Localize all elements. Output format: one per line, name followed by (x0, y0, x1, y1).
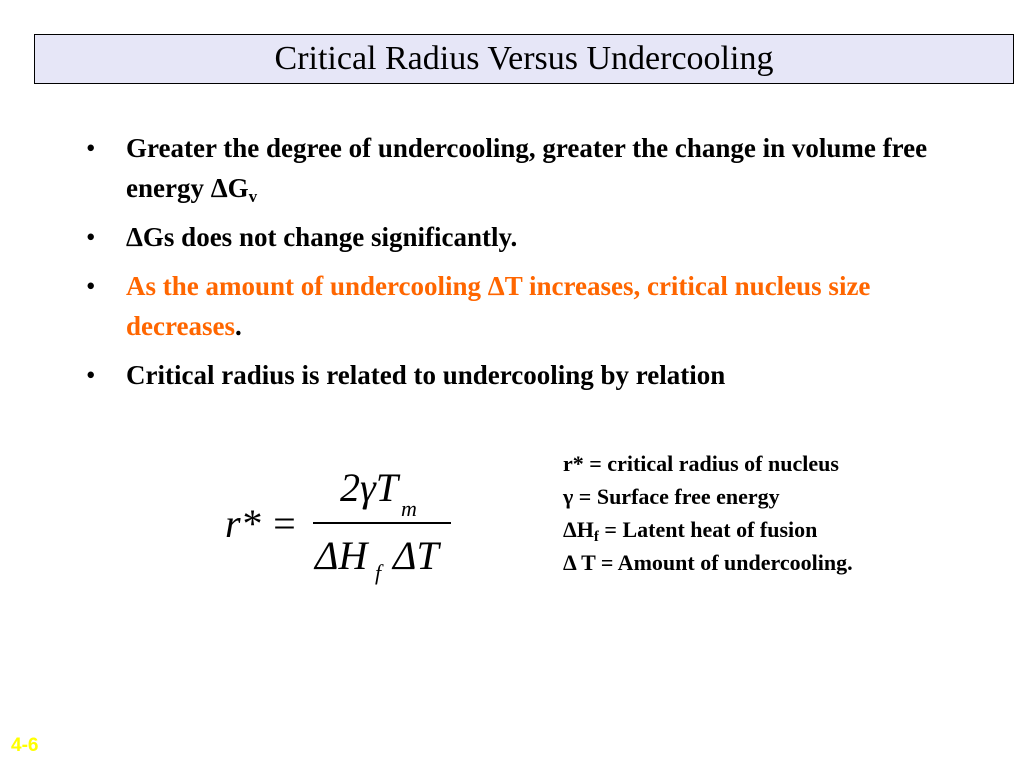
bullet-item-nucleus-size (86, 266, 966, 346)
slide-title: Critical Radius Versus Undercooling (274, 40, 774, 77)
legend-subscript: f (593, 529, 599, 545)
bullet-item-relation (86, 355, 966, 395)
bullet-item-undercooling (86, 128, 966, 208)
formula-legend (563, 447, 1003, 579)
legend-line-undercooling (563, 546, 1003, 579)
legend-line-critical-radius (563, 447, 1003, 480)
formula-numerator-subscript: m (401, 496, 417, 521)
bullet-marker: • (86, 222, 96, 252)
legend-line-latent-heat (563, 513, 1003, 546)
bullet-text: Critical radius is related to undercooling by relation (126, 360, 726, 390)
legend-text: Δ T = Amount of undercooling. (563, 550, 853, 575)
formula-lhs: r* = (225, 501, 298, 546)
formula-denominator-subscript: f (375, 560, 382, 585)
bullet-marker: • (86, 271, 96, 301)
legend-text-suffix: = Latent heat of fusion (598, 517, 818, 542)
bullet-marker: • (86, 360, 96, 390)
legend-text: γ = Surface free energy (563, 484, 780, 509)
formula-numerator: 2γT (340, 465, 399, 510)
bullet-suffix: . (234, 311, 242, 341)
bullet-text-highlighted: As the amount of undercooling ΔT increases, critical nucleus size decreases (126, 271, 871, 341)
title-box (34, 34, 1014, 84)
fraction-bar (313, 522, 451, 524)
bullet-text: ΔGs does not change significantly. (126, 222, 518, 252)
bullet-list (86, 128, 966, 404)
legend-text: ΔH (563, 517, 594, 542)
legend-text: r* = critical radius of nucleus (563, 451, 839, 476)
formula-denominator-left: ΔH (315, 533, 368, 578)
bullet-subscript: v (248, 187, 258, 206)
critical-radius-formula (225, 465, 465, 590)
bullet-text: Greater the degree of undercooling, greater the change in volume free energy ΔG (126, 133, 928, 203)
legend-line-surface-energy (563, 480, 1003, 513)
formula-denominator-right: ΔT (393, 533, 439, 578)
slide-number: 4-6 (11, 735, 39, 756)
bullet-item-surface-energy (86, 217, 966, 257)
bullet-marker: • (86, 133, 96, 163)
